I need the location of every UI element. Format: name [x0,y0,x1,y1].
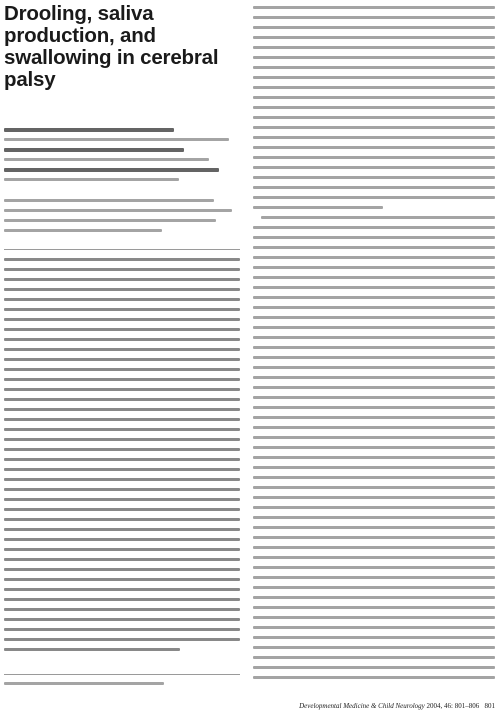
text-line [4,638,240,641]
text-line [253,396,495,399]
text-line [4,378,240,381]
text-line [253,286,495,289]
text-line [4,428,240,431]
text-line [4,498,240,501]
text-line [253,636,495,639]
text-line [253,406,495,409]
text-line [253,546,495,549]
text-line [4,298,240,301]
text-line [253,256,495,259]
text-line [253,206,383,209]
text-line [253,266,495,269]
text-line [253,296,495,299]
text-line [253,476,495,479]
text-line [4,168,219,172]
text-line [253,416,495,419]
text-line [253,666,495,669]
journal-name: Developmental Medicine & Child Neurology [299,702,425,710]
text-line [4,348,240,351]
text-line [253,596,495,599]
text-line [4,608,240,611]
text-line [4,368,240,371]
text-line [253,356,495,359]
article-title: Drooling, saliva production, and swallowing in cerebral palsy [4,2,219,91]
text-line [253,66,495,69]
text-line [4,418,240,421]
text-line [253,96,495,99]
text-line [253,466,495,469]
text-line [253,606,495,609]
text-line [4,229,162,232]
text-line [4,278,240,281]
text-line [253,496,495,499]
text-line [253,446,495,449]
text-line [253,576,495,579]
text-line [253,306,495,309]
text-line [253,376,495,379]
text-line [4,468,240,471]
text-line [253,626,495,629]
text-line [253,536,495,539]
text-line [4,148,184,152]
journal-citation: 2004, 46: 801–806 [426,702,480,710]
text-line [4,388,240,391]
footnote-rule [4,674,240,675]
text-line [253,336,495,339]
text-line [4,648,180,651]
text-line [253,656,495,659]
text-line [253,506,495,509]
text-line [253,426,495,429]
text-line [253,586,495,589]
text-line [4,588,240,591]
text-line [4,548,240,551]
text-line [4,448,240,451]
abstract-top-rule [4,249,240,250]
text-line [253,46,495,49]
journal-footer [253,702,495,711]
text-line [253,236,495,239]
text-line [4,508,240,511]
text-line [4,538,240,541]
text-line [253,36,495,39]
text-line [4,618,240,621]
text-line [253,556,495,559]
text-line [253,566,495,569]
text-line [4,138,229,141]
text-line [4,518,240,521]
text-line [261,216,495,219]
text-line [253,76,495,79]
text-line [4,338,240,341]
text-line [253,196,495,199]
text-line [4,558,240,561]
text-line [4,438,240,441]
text-line [4,628,240,631]
text-line [4,219,216,222]
text-line [253,16,495,19]
text-line [253,246,495,249]
text-line [253,176,495,179]
text-line [253,126,495,129]
text-line [253,136,495,139]
text-line [4,358,240,361]
text-line [253,676,495,679]
footnote-text-line [4,682,164,685]
text-line [253,86,495,89]
text-line [4,488,240,491]
text-line [4,258,240,261]
text-line [4,308,240,311]
text-line [4,478,240,481]
text-line [253,526,495,529]
text-line [4,568,240,571]
text-line [4,288,240,291]
text-line [253,456,495,459]
text-line [253,146,495,149]
text-line [4,318,240,321]
text-line [253,486,495,489]
text-line [4,128,174,132]
text-line [253,316,495,319]
text-line [4,209,232,212]
text-line [4,268,240,271]
text-line [253,326,495,329]
text-line [4,598,240,601]
text-line [253,386,495,389]
page-number: 801 [484,702,495,710]
text-line [253,186,495,189]
text-line [253,26,495,29]
text-line [4,458,240,461]
text-line [253,276,495,279]
text-line [253,56,495,59]
text-line [4,408,240,411]
text-line [253,116,495,119]
text-line [253,436,495,439]
text-line [253,516,495,519]
text-line [253,366,495,369]
text-line [253,166,495,169]
text-line [4,178,179,181]
text-line [4,199,214,202]
text-line [4,398,240,401]
text-line [253,226,495,229]
text-line [253,106,495,109]
text-line [253,6,495,9]
text-line [253,156,495,159]
text-line [253,346,495,349]
text-line [4,528,240,531]
text-line [4,578,240,581]
text-line [4,158,209,161]
text-line [253,646,495,649]
text-line [4,328,240,331]
text-line [253,616,495,619]
